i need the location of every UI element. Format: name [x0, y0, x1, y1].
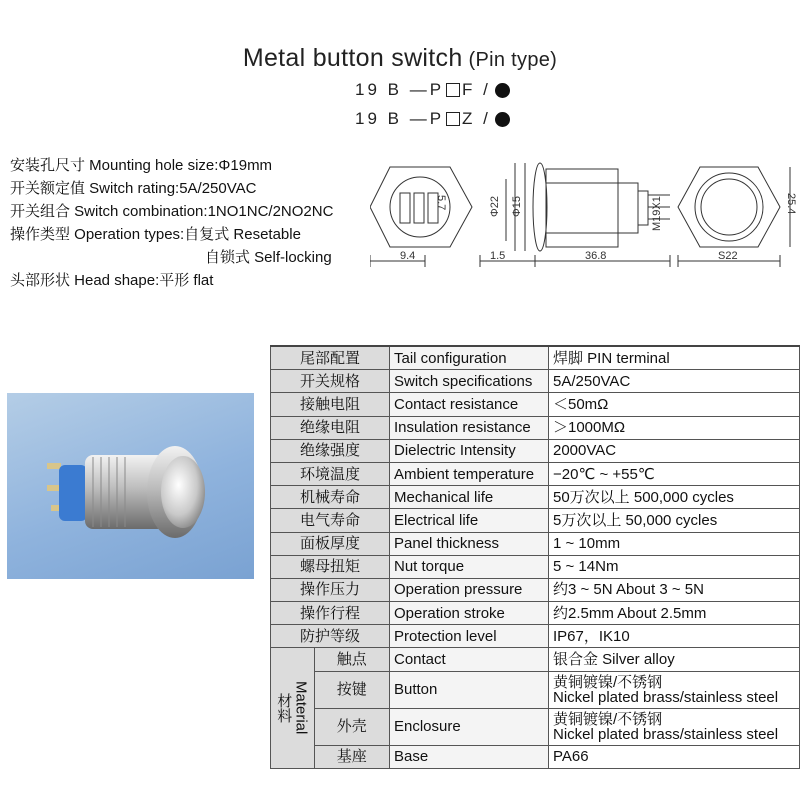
placeholder-square-icon [446, 112, 460, 126]
spec-mounting-hole: 安装孔尺寸 Mounting hole size:Φ19mm [10, 157, 273, 174]
table-row-material: 基座 Base PA66 [271, 745, 800, 768]
hex-back-view [370, 167, 472, 247]
product-photo [7, 393, 254, 579]
table-row: 电气寿命 Electrical life 5万次以上 50,000 cycles [271, 509, 800, 532]
spec-table [270, 345, 800, 769]
dim-d22: Φ22 [489, 195, 501, 217]
black-dot-icon [495, 83, 510, 98]
table-row: 绝缘电阻 Insulation resistance ＞1000MΩ [271, 416, 800, 439]
title-main: Metal button switch [242, 44, 463, 72]
table-row: 开关规格 Switch specifications 5A/250VAC [271, 370, 800, 393]
dim-d15: Φ15 [511, 195, 523, 217]
dim-25-4: 25.4 [785, 193, 797, 215]
table-row: 面板厚度 Panel thickness 1 ~ 10mm [271, 532, 800, 555]
table-row: 环境温度 Ambient temperature −20℃ ~ +55℃ [271, 462, 800, 485]
table-row-material: 外壳 Enclosure 黄铜镀镍/不锈钢 Nickel plated brass/stainless steel [271, 708, 800, 745]
table-row: 防护等级 Protection level IP67，IK10 [271, 625, 800, 648]
technical-drawing [370, 155, 800, 275]
table-row-material: 按键 Button 黄铜镀镍/不锈钢 Nickel plated brass/stainless steel [271, 671, 800, 708]
spec-switch-combination: 开关组合 Switch combination:1NO1NC/2NO2NC [10, 203, 334, 220]
table-row: 操作行程 Operation stroke 约2.5mm About 2.5mm [271, 602, 800, 625]
dim-1-5: 1.5 [490, 250, 506, 262]
spec-switch-rating: 开关额定值 Switch rating:5A/250VAC [10, 180, 257, 197]
table-row: 螺母扭矩 Nut torque 5 ~ 14Nm [271, 555, 800, 578]
table-row-material: 材料 Material 触点 Contact 银合金 Silver alloy [271, 648, 800, 671]
placeholder-square-icon [446, 83, 460, 97]
spec-operation-types: 操作类型 Operation types:自复式 Resetable [10, 226, 301, 243]
material-header: 材料 Material [271, 648, 315, 768]
table-row: 操作压力 Operation pressure 约3 ~ 5N About 3 ~ 5N [271, 578, 800, 601]
page-title [0, 44, 800, 73]
spec-head-shape: 头部形状 Head shape:平形 flat [10, 272, 214, 289]
spec-self-locking: 自锁式 Self-locking [205, 249, 332, 266]
black-dot-icon [495, 112, 510, 127]
dim-5-7: 5.7 [435, 195, 447, 211]
dim-36-8: 36.8 [585, 250, 607, 262]
spec-summary [10, 154, 333, 292]
dim-9-4: 9.4 [400, 250, 416, 262]
table-row: 尾部配置 Tail configuration 焊脚 PIN terminal [271, 346, 800, 370]
table-row: 绝缘强度 Dielectric Intensity 2000VAC [271, 439, 800, 462]
table-row: 接触电阻 Contact resistance ＜50mΩ [271, 393, 800, 416]
head-side-view [533, 163, 547, 251]
model-code-f: 19 B —P F / [355, 80, 510, 100]
dim-s22: S22 [718, 250, 738, 262]
dim-m19: M19X1 [651, 196, 663, 231]
model-code-z: 19 B —P Z / [355, 109, 510, 129]
table-row: 机械寿命 Mechanical life 50万次以上 500,000 cycles [271, 486, 800, 509]
title-suffix: (Pin type) [468, 49, 558, 71]
